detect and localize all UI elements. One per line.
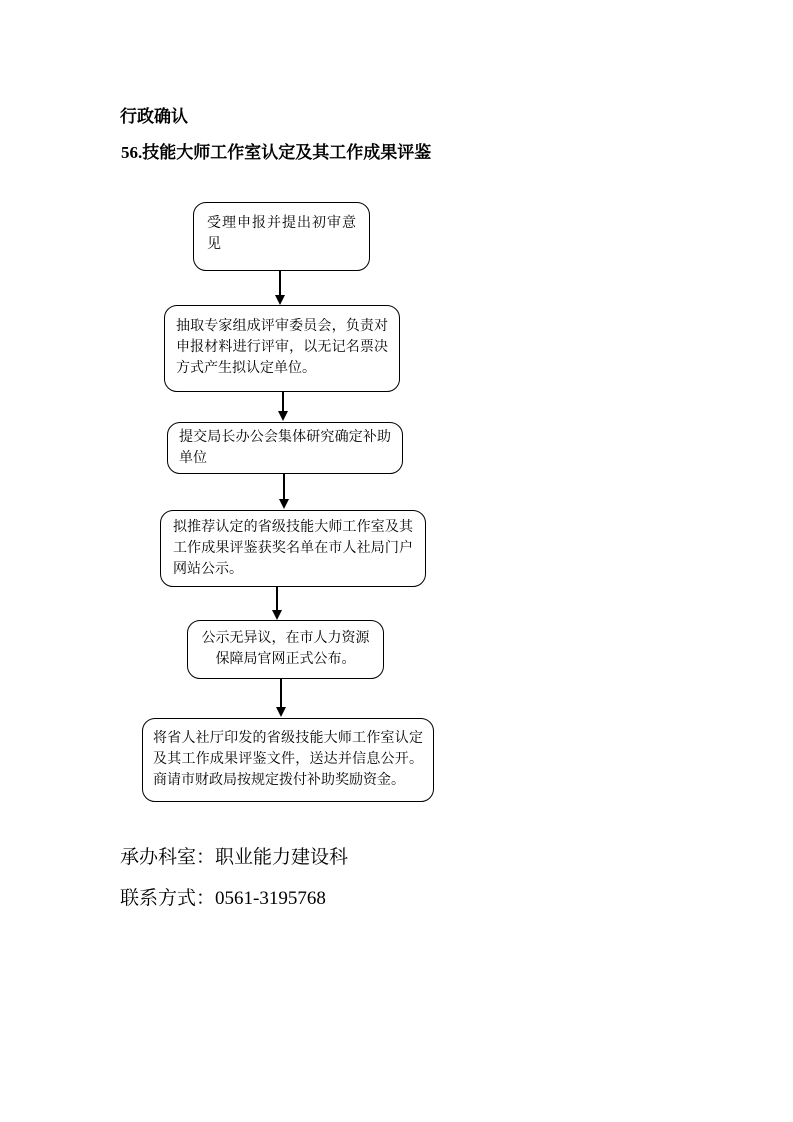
down-arrow-icon bbox=[276, 679, 286, 717]
category-heading: 行政确认 bbox=[120, 107, 188, 126]
arrow-shaft bbox=[276, 587, 278, 610]
down-arrow-icon bbox=[275, 271, 285, 305]
contact-label: 联系方式： bbox=[120, 888, 216, 909]
arrow-shaft bbox=[279, 271, 281, 295]
arrow-head bbox=[278, 411, 288, 421]
flow-step-deliver-documents-and-funds: 将省人社厅印发的省级技能大师工作室认定及其工作成果评鉴文件，送达并信息公开。商请市财政局按规定拨付补助奖励资金。 bbox=[142, 718, 434, 802]
arrow-shaft bbox=[283, 474, 285, 499]
contact-line bbox=[120, 888, 326, 911]
flow-step-accept-application: 受理申报并提出初审意见 bbox=[193, 202, 370, 271]
flow-step-director-meeting: 提交局长办公会集体研究确定补助单位 bbox=[167, 422, 403, 474]
department-line bbox=[120, 847, 348, 870]
flow-step-publicity-notice: 拟推荐认定的省级技能大师工作室及其工作成果评鉴获奖名单在市人社局门户网站公示。 bbox=[160, 510, 426, 587]
down-arrow-icon bbox=[272, 587, 282, 620]
procedure-title: 56.技能大师工作室认定及其工作成果评鉴 bbox=[121, 143, 432, 162]
department-label: 承办科室： bbox=[120, 847, 216, 868]
flow-step-official-announcement: 公示无异议，在市人力资源保障局官网正式公布。 bbox=[187, 620, 384, 679]
arrow-shaft bbox=[282, 392, 284, 411]
arrow-head bbox=[275, 295, 285, 305]
contact-value: 0561-3195768 bbox=[215, 888, 326, 909]
down-arrow-icon bbox=[279, 474, 289, 509]
department-value: 职业能力建设科 bbox=[215, 847, 349, 868]
arrow-head bbox=[279, 499, 289, 509]
arrow-head bbox=[276, 707, 286, 717]
arrow-head bbox=[272, 610, 282, 620]
down-arrow-icon bbox=[278, 392, 288, 421]
arrow-shaft bbox=[280, 679, 282, 707]
flow-step-expert-review: 抽取专家组成评审委员会，负责对申报材料进行评审，以无记名票决方式产生拟认定单位。 bbox=[164, 305, 400, 392]
